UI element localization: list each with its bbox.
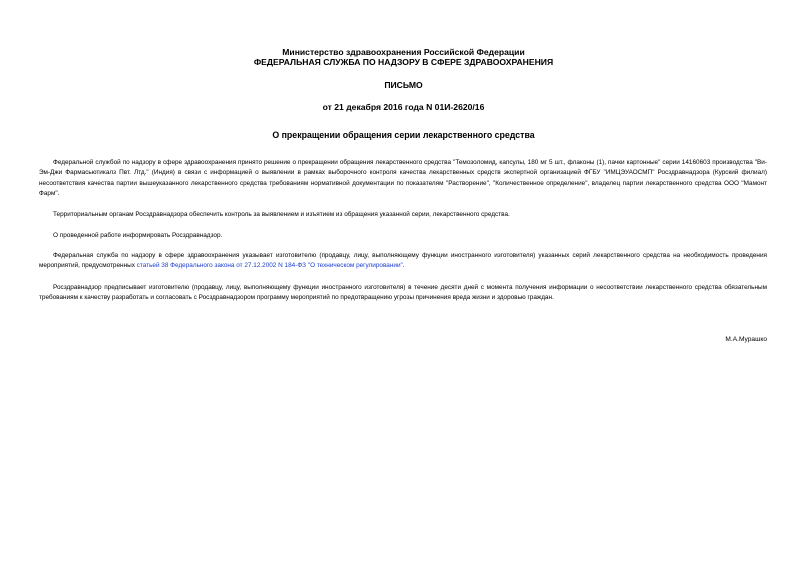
paragraph-decision: Федеральной службой по надзору в сфере здравоохранения принято решение о прекращении обращения лекарственного средства "Темозоломид, капсулы, 180 мг 5 шт., флаконы (1), пачки картонные" серии 14160603 производства "Ви-Эм-Джи Фармасьютикалз Пвт. Лтд." (Индия) в связи с информацией о выявлении в рамках выборочного контроля качества лекарственных средств экспертной организацией ФГБУ "ИМЦЭУАОСМП" Росздравнадзора (Курский филиал) несоответствия качества партии вышеуказанного лекарственного средства требованиям нормативной документации по показателям "Растворение", "Количественное определение", владелец партии лекарственного средства ООО "Мамонт Фарм". bbox=[39, 159, 767, 197]
service-name: ФЕДЕРАЛЬНАЯ СЛУЖБА ПО НАДЗОРУ В СФЕРЕ ЗДРАВООХРАНЕНИЯ bbox=[253, 57, 554, 67]
paragraph-prescription: Росздравнадзор предписывает изготовителю (продавцу, лицу, выполняющему функции иностранного изготовителя) в течение десяти дней с момента получения информации о несоответствии лекарственного средства обязательным требованиям к качеству разработать и согласовать с Росздравнадзором программу мероприятий по предотвращению угрозы причинения вреда жизни и здоровью граждан. bbox=[39, 284, 767, 302]
law-reference-link[interactable]: статьей 38 Федерального закона от 27.12.2002 N 184-ФЗ "О техническом регулировании" bbox=[136, 262, 403, 270]
paragraph-text-end: . bbox=[402, 262, 405, 270]
document-subject: О прекращении обращения серии лекарственного средства bbox=[272, 130, 535, 140]
paragraph-territorial-control: Территориальным органам Росздравнадзора обеспечить контроль за выявлением и изъятием из обращения указанной серии, лекарственного средства. bbox=[53, 211, 510, 218]
paragraph-text: Федеральная служба по надзору в сфере здравоохранения указывает изготовителю (продавцу, лицу, выполняющему функции иностранного изготовителя) указанных серий лекарственного средства на необходимость проведения мероприятий, предусмотренных bbox=[39, 252, 767, 270]
ministry-name: Министерство здравоохранения Российской Федерации bbox=[282, 47, 525, 57]
signature: М.А.Мурашко bbox=[725, 336, 767, 343]
paragraph-inform: О проведенной работе информировать Росздравнадзор. bbox=[53, 232, 223, 239]
document-date-number: от 21 декабря 2016 года N 01И-2620/16 bbox=[322, 102, 485, 112]
document-type: ПИСЬМО bbox=[384, 80, 423, 90]
paragraph-manufacturer-measures bbox=[39, 251, 767, 272]
